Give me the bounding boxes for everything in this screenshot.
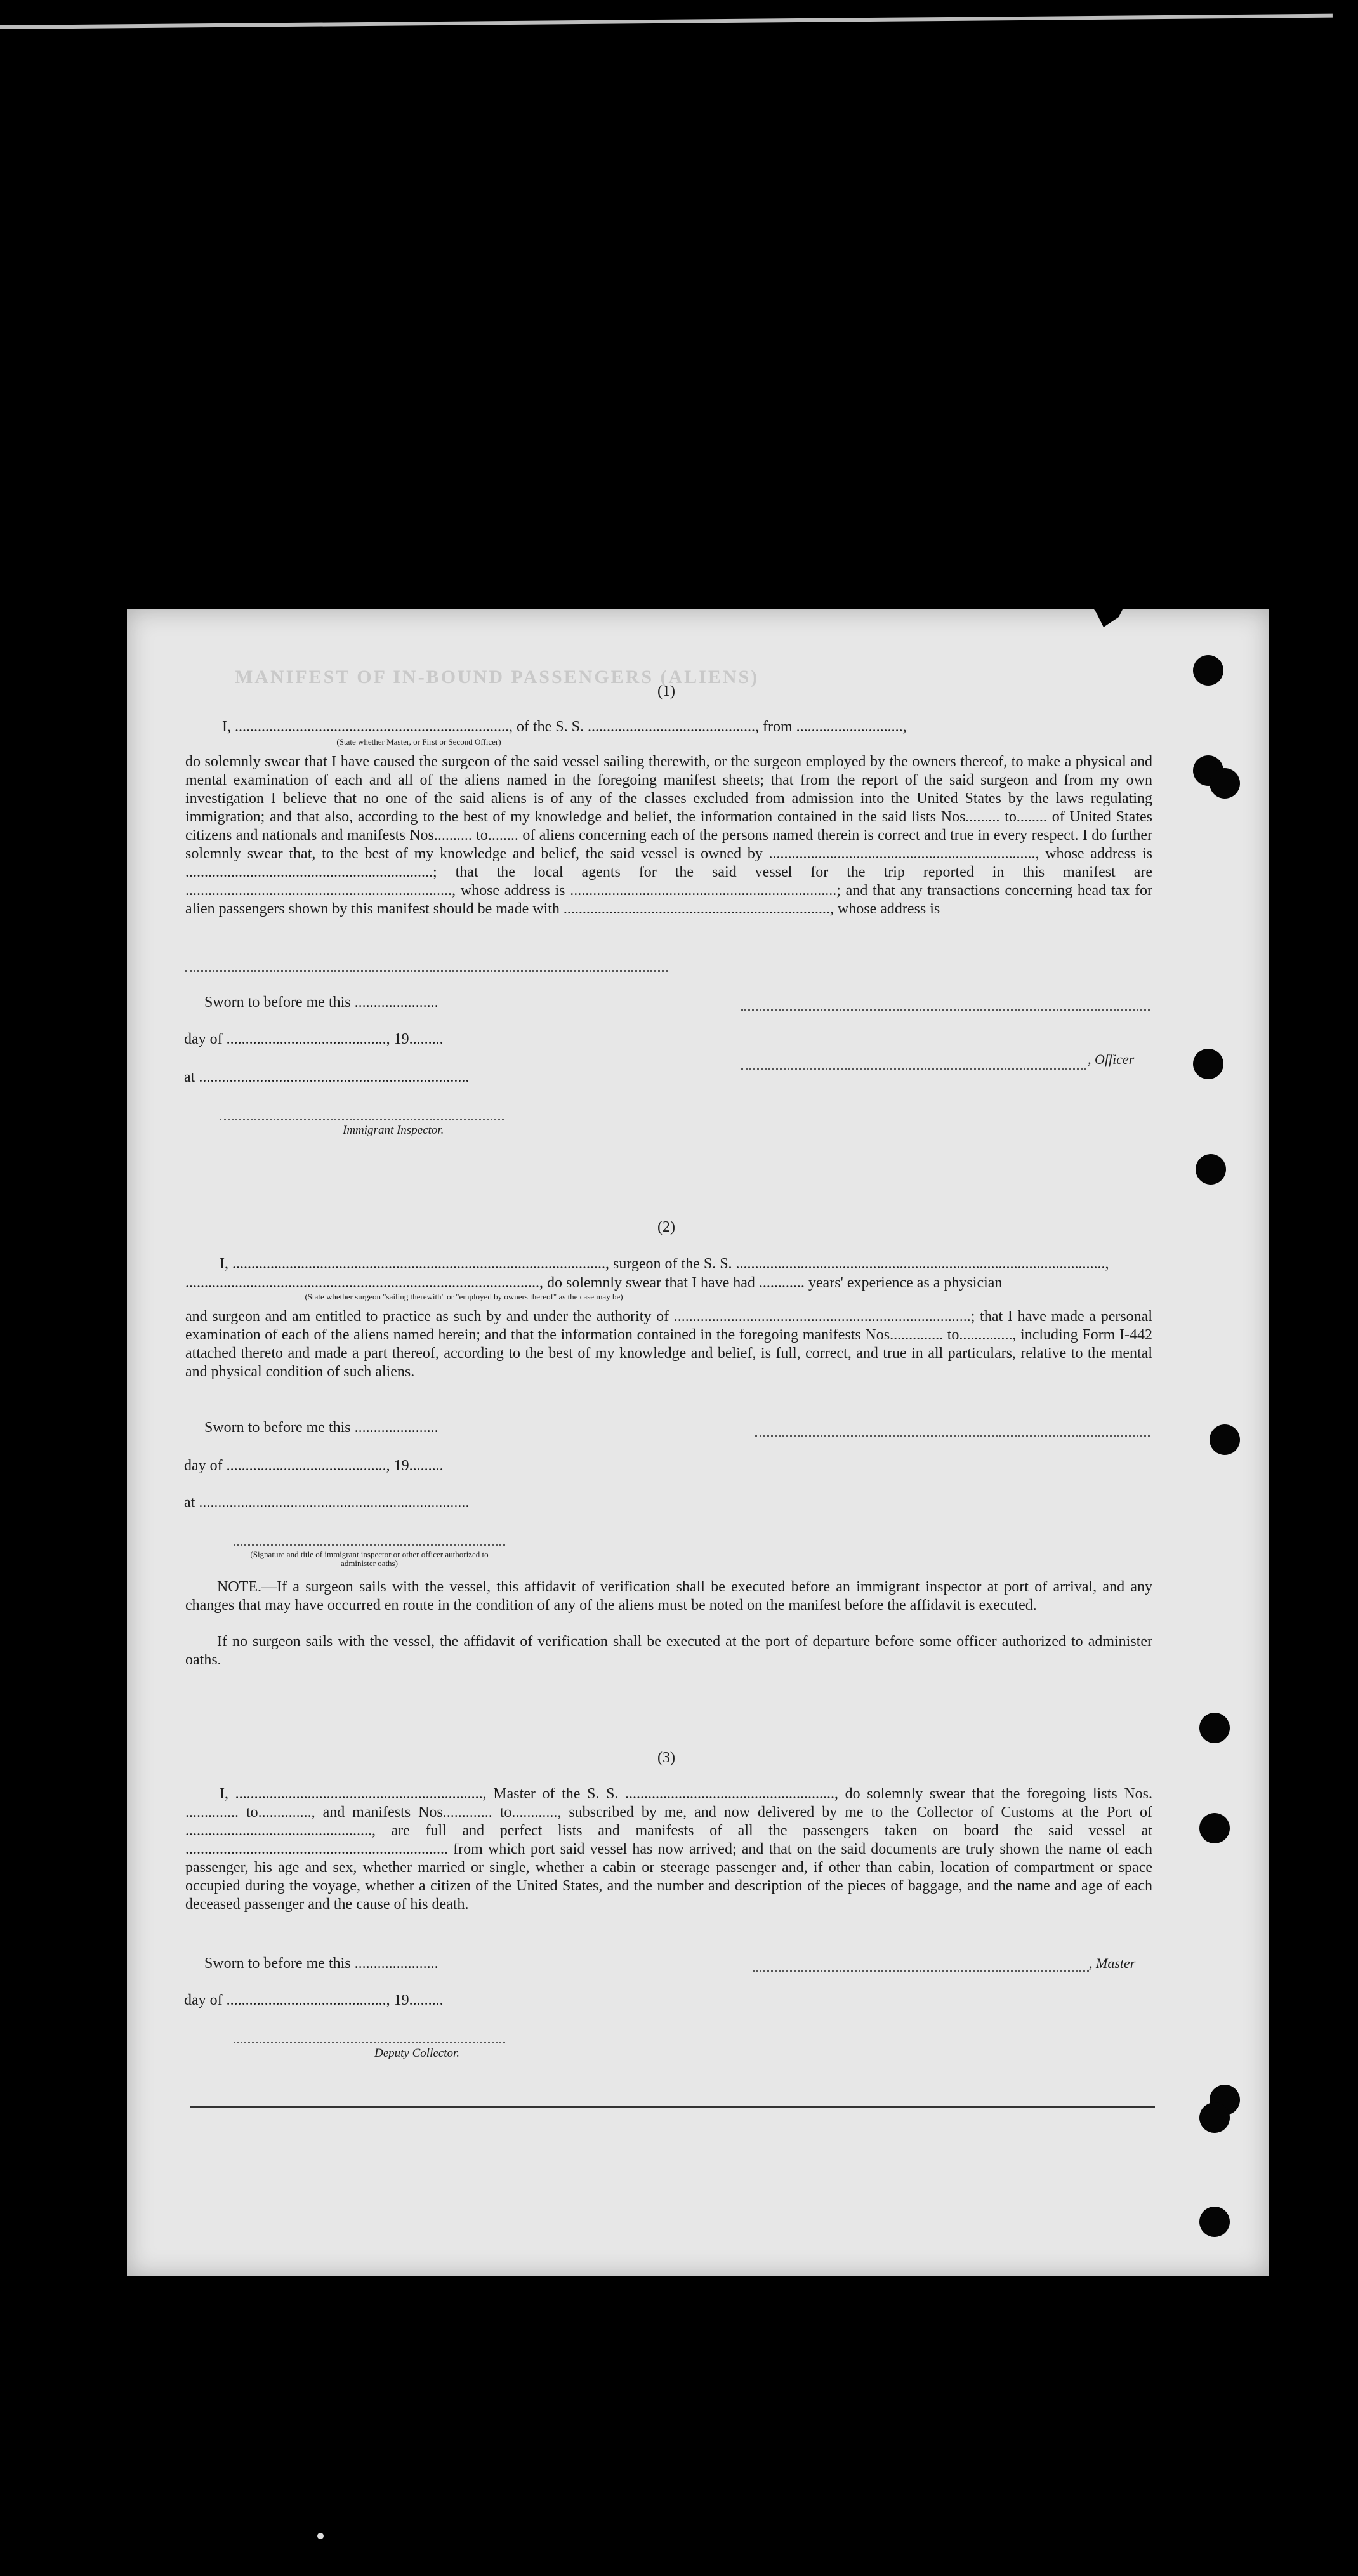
note-paragraph-1: NOTE.—If a surgeon sails with the vessel, this affidavit of verification shall be executed before an immigrant inspector at port of arrival, and any changes that may have occurred en route in the condition of any of the aliens must be noted on the manifest before the affidavit is executed. [185,1579,1152,1614]
section-2-line2: ............................................................................................., do solemnly swear that I have had ............ years' experience as a physician [185,1275,1003,1291]
section-3-sworn: Sworn to before me this ...................... [204,1955,438,1972]
punch-hole [1199,2207,1230,2237]
section-1-paragraph: do solemnly swear that I have caused the surgeon of the said vessel sailing therewith, or the surgeon employed by the owners thereof, to make a physical and mental examination of each and all of the aliens named in the foregoing manifest sheets; that from the report of the said surgeon and from my own investigation I believe that no one of the said aliens is of any of the classes excluded from admission into the United States by the laws regulating immigration; and that also, according to the best of my knowledge and belief, the information contained in the said lists Nos......... to........ of United States citizens and nationals and manifests Nos.......... to........ of aliens concerning each of the persons named therein is correct and true in every respect. I do further solemnly swear that, to the best of my knowledge and belief, the said vessel is owned by ......................................................................, whose address is .................................................................; that the local agents for the said vessel for the trip reported in this manifest are ......................................................................, whose address is ......................................................................; and that any transactions concerning head tax for alien passengers shown by this manifest should be made with ......................................................................, whose address is [185,754,1152,917]
scan-speck [317,2533,324,2539]
punch-hole [1196,1154,1226,1185]
punch-hole [1199,1813,1230,1843]
bleed-through-header: MANIFEST OF IN-BOUND PASSENGERS (ALIENS) [235,667,760,687]
section-2-at: at ....................................................................... [184,1494,470,1511]
section-1-day: day of .........................................., 19......... [184,1031,444,1047]
section-3-number: (3) [657,1749,675,1766]
master-label: , Master [1089,1955,1136,1971]
punch-hole [1199,1713,1230,1743]
note-paragraph-2: If no surgeon sails with the vessel, the affidavit of verification shall be executed at the port of departure before some officer authorized to administer oaths. [185,1633,1152,1668]
section-3-day: day of .........................................., 19......... [184,1992,444,2008]
collector-signature-line [234,2042,505,2043]
section-1-oath-line: I, ........................................................................, of the S. S. ............................................, from ............................, [222,719,907,735]
punch-hole [1210,1424,1240,1455]
officer-label: , Officer [1088,1051,1135,1067]
section-3-paragraph: I, ................................................................., Master of the S. S. ......................................................., do solemnly swear that the foregoing lists Nos. .............. to.............., and manifests Nos............. to............, subscribed by me, and now delivered by me to the Collector of Customs at the Port of ................................................., are full and perfect lists and manifests of all the passengers taken on board the said vessel at ..................................................................... from which port said vessel has now arrived; and that on the said documents are truly shown the name of each passenger, his age and sex, whether married or single, whether a cabin or steerage passenger and, if other than cabin, location of compartment or space occupied during the voyage, whether a citizen of the United States, and the number and description of the pieces of baggage, and the name and age of each deceased passenger and the cause of his death. [185,1786,1152,1913]
section-2-sworn: Sworn to before me this ...................... [204,1419,438,1436]
punch-hole [1193,1049,1223,1079]
deputy-collector-label: Deputy Collector. [374,2047,460,2060]
authorized-signature-note: (Signature and title of immigrant inspector or other officer authorized to administer oaths) [250,1550,489,1568]
section-1-number: (1) [657,683,675,700]
section-2-line1: I, .................................................................................................., surgeon of the S. S. ................................................................................................., [220,1256,1109,1272]
officer-signature-line [741,1009,1150,1011]
authorized-signature-line [234,1544,505,1546]
section-2-number: (2) [657,1219,675,1235]
inspector-signature-line [220,1119,504,1120]
punch-hole [1199,2102,1230,2133]
bottom-rule [190,2106,1155,2108]
scan-edge-line [0,14,1333,29]
punch-hole [1193,655,1223,686]
section-2-paragraph: and surgeon and am entitled to practice as such by and under the authority of ..............................................................................; that I have made a personal examination of each of the aliens named herein; and that the information contained in the foregoing manifests Nos.............. to.............., including Form I-442 attached thereto and made a part thereof, according to the best of my knowledge and belief, is full, correct, and true in all particulars, relative to the mental and physical condition of such aliens. [185,1308,1152,1380]
section-2-surgeon-note: (State whether surgeon "sailing therewith" or "employed by owners thereof" as the case may be) [305,1292,623,1301]
punch-hole [1210,768,1240,799]
address-line [185,970,668,972]
section-1-sworn: Sworn to before me this ...................... [204,994,438,1011]
master-signature-line [753,1970,1089,1972]
officer-line [741,1068,1086,1070]
surgeon-signature-line [755,1435,1150,1437]
immigrant-inspector-label: Immigrant Inspector. [343,1124,444,1137]
section-1-officer-note: (State whether Master, or First or Second Officer) [336,737,501,747]
section-2-day: day of .........................................., 19......... [184,1457,444,1474]
section-1-at: at ....................................................................... [184,1069,470,1086]
